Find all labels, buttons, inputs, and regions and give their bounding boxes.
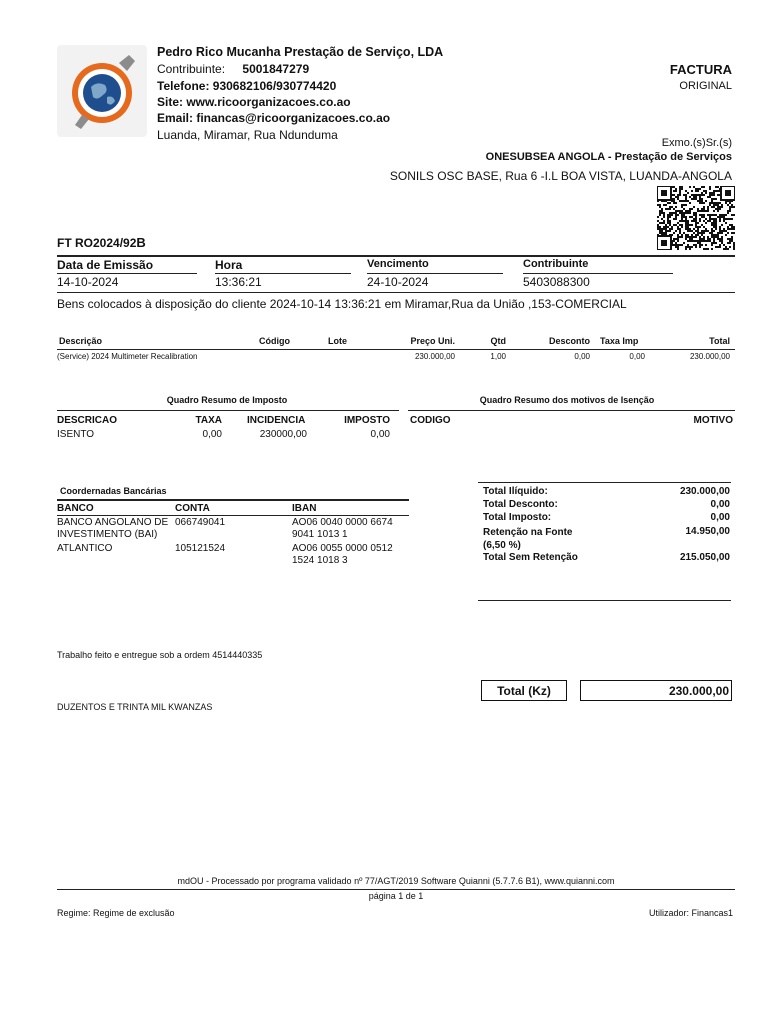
tax-row-descricao: ISENTO bbox=[57, 429, 95, 440]
total-desconto-value: 0,00 bbox=[710, 499, 730, 510]
contribuinte-value: 5403088300 bbox=[523, 275, 590, 289]
item-descricao: (Service) 2024 Multimeter Recalibration bbox=[57, 352, 198, 361]
item-total: 230.000,00 bbox=[689, 352, 730, 361]
col-preco: Preço Uni. bbox=[410, 336, 455, 346]
company-name: Pedro Rico Mucanha Prestação de Serviço, LDA bbox=[157, 45, 444, 59]
total-retencao-value: 14.950,00 bbox=[685, 526, 730, 537]
bank-row-iban: AO06 0055 0000 0512 1524 1018 3 bbox=[292, 543, 393, 566]
total-sem-retencao-value: 215.050,00 bbox=[679, 552, 730, 563]
hora-label: Hora bbox=[215, 258, 243, 272]
company-contribuinte-label: Contribuinte: bbox=[157, 62, 226, 76]
company-site: Site: www.ricoorganizacoes.co.ao bbox=[157, 95, 351, 109]
client-name: ONESUBSEA ANGOLA - Prestação de Serviços bbox=[485, 151, 732, 163]
vencimento-value: 24-10-2024 bbox=[367, 275, 429, 289]
contribuinte-label: Contribuinte bbox=[523, 258, 589, 270]
client-salutation: Exmo.(s)Sr.(s) bbox=[661, 137, 732, 149]
vencimento-label: Vencimento bbox=[367, 258, 429, 270]
company-telefone: Telefone: 930682106/930774420 bbox=[157, 79, 337, 93]
bank-row-conta: 105121524 bbox=[175, 543, 226, 554]
total-retencao-label: Retenção na Fonte (6,50 %) bbox=[483, 527, 573, 551]
hora-value: 13:36:21 bbox=[215, 275, 262, 289]
qr-code bbox=[657, 186, 735, 250]
footer-page: página 1 de 1 bbox=[368, 891, 424, 901]
company-email: Email: financas@ricoorganizacoes.co.ao bbox=[157, 111, 391, 125]
bank-title: Coordernadas Bancárias bbox=[60, 486, 167, 496]
col-desconto: Desconto bbox=[548, 336, 590, 346]
item-taxa: 0,00 bbox=[629, 352, 645, 361]
order-note: Trabalho feito e entregue sob a ordem 4514440335 bbox=[57, 650, 263, 660]
col-lote: Lote bbox=[328, 336, 347, 346]
tax-summary-title: Quadro Resumo de Imposto bbox=[166, 395, 288, 405]
tax-col-taxa: TAXA bbox=[195, 415, 222, 426]
col-qtd: Qtd bbox=[490, 336, 506, 346]
company-contribuinte-value: 5001847279 bbox=[242, 62, 310, 76]
doc-number-prefix: FT RO2024/92 bbox=[57, 236, 137, 250]
bank-col-banco: BANCO bbox=[57, 503, 94, 514]
doc-number-suffix: B bbox=[136, 235, 146, 250]
grand-total-value: 230.000,00 bbox=[580, 680, 732, 701]
tax-col-descricao: DESCRICAO bbox=[57, 415, 118, 426]
total-sem-retencao-label: Total Sem Retenção bbox=[483, 552, 578, 563]
footer-processed: mdOU - Processado por programa validado nº 77/AGT/2019 Software Quianni (5.7.7.6 B1), www.quianni.com bbox=[177, 876, 615, 886]
total-iliquido-value: 230.000,00 bbox=[679, 486, 730, 497]
emissao-label: Data de Emissão bbox=[57, 258, 154, 272]
total-imposto-value: 0,00 bbox=[710, 512, 730, 523]
doc-copy: ORIGINAL bbox=[679, 80, 732, 92]
exemption-col-codigo: CODIGO bbox=[410, 415, 451, 426]
total-iliquido-label: Total Ilíquido: bbox=[483, 486, 548, 497]
bank-row-banco: ATLANTICO bbox=[57, 543, 113, 554]
footer-regime: Regime: Regime de exclusão bbox=[57, 908, 175, 918]
col-taxa: Taxa Imp bbox=[600, 336, 639, 346]
col-codigo: Código bbox=[259, 336, 290, 346]
total-desconto-label: Total Desconto: bbox=[483, 499, 558, 510]
footer-user: Utilizador: Financas1 bbox=[648, 908, 733, 918]
bank-row-conta: 066749041 bbox=[175, 517, 226, 528]
item-desconto: 0,00 bbox=[574, 352, 590, 361]
client-address: SONILS OSC BASE, Rua 6 -I.L BOA VISTA, LUANDA-ANGOLA bbox=[389, 169, 732, 183]
bank-col-iban: IBAN bbox=[292, 503, 317, 514]
tax-row-incidencia: 230000,00 bbox=[259, 429, 307, 440]
tax-row-imposto: 0,00 bbox=[370, 429, 390, 440]
company-address: Luanda, Miramar, Rua Ndunduma bbox=[157, 128, 338, 142]
tax-col-incidencia: INCIDENCIA bbox=[247, 415, 306, 426]
company-contribuinte bbox=[157, 61, 309, 78]
doc-number bbox=[57, 235, 146, 250]
bank-col-conta: CONTA bbox=[175, 503, 210, 514]
grand-total-label: Total (Kz) bbox=[481, 680, 567, 701]
tax-col-imposto: IMPOSTO bbox=[344, 415, 390, 426]
company-logo bbox=[57, 45, 147, 137]
tax-row-taxa: 0,00 bbox=[202, 429, 222, 440]
item-qtd: 1,00 bbox=[490, 352, 506, 361]
exemption-summary-title: Quadro Resumo dos motivos de Isenção bbox=[479, 395, 655, 405]
doc-type: FACTURA bbox=[669, 62, 732, 77]
col-descricao: Descrição bbox=[59, 336, 103, 346]
bank-row-iban: AO06 0040 0000 6674 9041 1013 1 bbox=[292, 517, 393, 540]
bank-row-banco: BANCO ANGOLANO DE INVESTIMENTO (BAI) bbox=[57, 517, 169, 540]
amount-words: DUZENTOS E TRINTA MIL KWANZAS bbox=[57, 702, 213, 712]
total-imposto-label: Total Imposto: bbox=[483, 512, 552, 523]
item-preco: 230.000,00 bbox=[414, 352, 455, 361]
emissao-value: 14-10-2024 bbox=[57, 275, 119, 289]
exemption-col-motivo: MOTIVO bbox=[693, 415, 733, 426]
col-total: Total bbox=[709, 336, 730, 346]
bens-note: Bens colocados à disposição do cliente 2024-10-14 13:36:21 em Miramar,Rua da União ,153-COMERCIAL bbox=[57, 297, 627, 311]
